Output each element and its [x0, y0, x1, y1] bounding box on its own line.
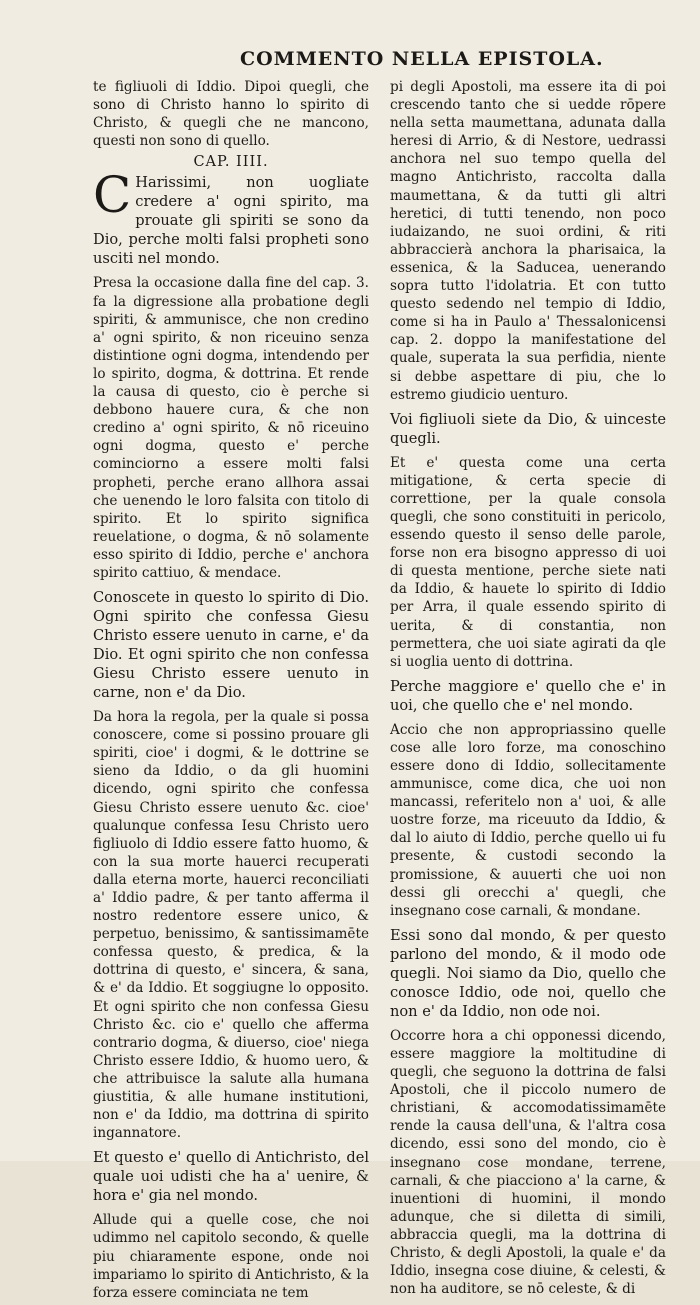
scripture-verse-2: Conoscete in questo lo spirito di Dio. Ogni spirito che confessa Giesu Christo essere uenuto in carne, e' da Dio. Et ogni spirito che non confessa Giesu Christo essere uenuto in carne, non e' da Dio.	[93, 589, 369, 702]
commentary-5: Accio che non appropriassino quelle cose alle loro forze, ma conoschino essere dono di Iddio, sollecitamente ammunisce, come dica, che uoi non mancassi, referitelo non a' uoi, & alle uostre forze, ma riceuuto da Iddio, & dal lo aiuto di Iddio, perche quello ui fu presente, & custodi secondo la promissione, & auuerti che uoi non dessi gli orecchi a' quegli, che insegnano cose carnali, & mondane.	[390, 721, 666, 919]
commentary-3-continued: pi degli Apostoli, ma essere ita di poi crescendo tanto che si uedde rōpere nella setta maumettana, adunata dalla heresi di Arrio, & di Nestore, uedrassi anchora nel suo tempo quella del magno Antichristo, raccolta dalla maumettana, & da tutti gli altri heretici, di tutti tenendo, non poco iudaizando, ne suoi ordini, & riti abbraccierà anchora la pharisaica, la essenica, & la Saducea, uenerando sopra tutto l'idolatria. Et con tutto questo sedendo nel tempio di Iddio, come si ha in Paulo a' Thessalonicensi cap. 2. doppo la manifestatione del quale, superata la sua perfidia, niente si debbe aspettare di piu, che lo estremo giudicio uenturo.	[390, 79, 666, 403]
commentary-6: Occorre hora a chi opponessi dicendo, essere maggiore la moltitudine di quegli, che seguono la dottrina de falsi Apostoli, che il piccolo numero de christiani, & accomodatissimamēte rende la causa dell'una, & l'altra cosa dicendo, essi sono del mondo, cio è insegnano cose mondane, terrene, carnali, & che piacciono a' la carne, & inuentioni di huomini, il mondo adunque, che si diletta di simili, abbraccia quegli, ma la dottrina di Christo, & degli Apostoli, la quale e' da Iddio, insegna cose diuine, & celesti, & non ha auditore, se nō celeste, & di	[390, 1027, 666, 1298]
opening-paragraph: te figliuoli di Iddio. Dipoi quegli, che sono di Christo hanno lo spirito di Christo, & quegli che ne mancono, questi non sono di quello.	[93, 79, 369, 150]
scripture-verse-5: Perche maggiore e' quello che e' in uoi, che quello che e' nel mondo.	[390, 677, 666, 714]
left-column	[93, 78, 369, 1305]
scripture-verse-6: Essi sono dal mondo, & per questo parlono del mondo, & il modo ode quegli. Noi siamo da Dio, quello che conosce Iddio, ode noi, quello che non e' da Iddio, non ode noi.	[390, 926, 666, 1020]
commentary-2: Da hora la regola, per la quale si possa conoscere, come si possino prouare gli spiriti, cioe' i dogmi, & le dottrine se sieno da Iddio, o da gli huomini dicendo, ogni spirito che confessa Giesu Christo essere uenuto &c. cioe' qualunque confessa Iesu Christo uero figliuolo di Iddio essere fatto huomo, & con la sua morte hauerci recuperati dalla eterna morte, hauerci reconciliati a' Iddio padre, & per tanto afferma il nostro redentore essere unico, & perpetuo, benissimo, & santissimamēte confessa questo, & predica, & la dottrina di questo, e' sincera, & sana, & e' da Iddio. Et soggiugne lo opposito. Et ogni spirito che non confessa Giesu Christo &c. cio e' quello che afferma contrario dogma, & diuerso, cioe' niega Christo essere Iddio, & huomo uero, & che attribuisce la salute alla humana giustitia, & alle humane institutioni, non e' da Iddio, ma dottrina di spirito ingannatore.	[93, 709, 369, 1142]
running-head: COMMENTO NELLA EPISTOLA.	[240, 48, 604, 70]
scripture-verse-4: Voi figliuoli siete da Dio, & uinceste quegli.	[390, 410, 666, 447]
chapter-heading: CAP. IIII.	[193, 154, 269, 171]
right-column	[390, 78, 666, 1301]
commentary-3: Allude qui a quelle cose, che noi udimmo nel capitolo secondo, & quelle piu chiaramente espone, onde noi impariamo lo spirito di Antichristo, & la forza essere cominciata ne tem	[93, 1212, 369, 1301]
scripture-verse-1-text: Harissimi, non uogliate credere a' ogni spirito, ma prouate gli spiriti se sono da Dio, perche molti falsi propheti sono usciti nel mondo.	[93, 174, 369, 268]
commentary-1: Presa la occasione dalla fine del cap. 3. fa la digressione alla probatione degli spiriti, & ammunisce, che non credino a' ogni spirito, & non riceuino senza distintione ogni dogma, intendendo per lo spirito, dogma, & dottrina. Et rende la causa di questo, cio è perche si debbono hauere cura, & che non credino a' ogni spirito, & nō riceuino ogni dogma, questo e' perche cominciorno a essere molti falsi propheti, perche erano allhora assai che uenendo le loro falsita con titolo di spirito. Et lo spirito significa reuelatione, o dogma, & nō solamente esso spirito di Iddio, perche e' anchora spirito cattiuo, & mendace.	[93, 275, 369, 581]
commentary-4: Et e' questa come una certa mitigatione, & certa specie di correttione, per la quale consola quegli, che sono constituiti in pericolo, essendo questo il senso delle parole, forse non era bisogno appresso di uoi di questa mentione, perche siete nati da Iddio, & hauete lo spirito di Iddio per Arra, il quale essendo spirito di uerita, & di constantia, non permettera, che uoi siate agirati da qle si uoglia uento di dottrina.	[390, 454, 666, 670]
drop-cap-letter: C	[93, 166, 132, 225]
scripture-verse-1	[93, 166, 369, 268]
scripture-verse-3: Et questo e' quello di Antichristo, del quale uoi udisti che ha a' uenire, & hora e' gia nel mondo.	[93, 1149, 369, 1205]
